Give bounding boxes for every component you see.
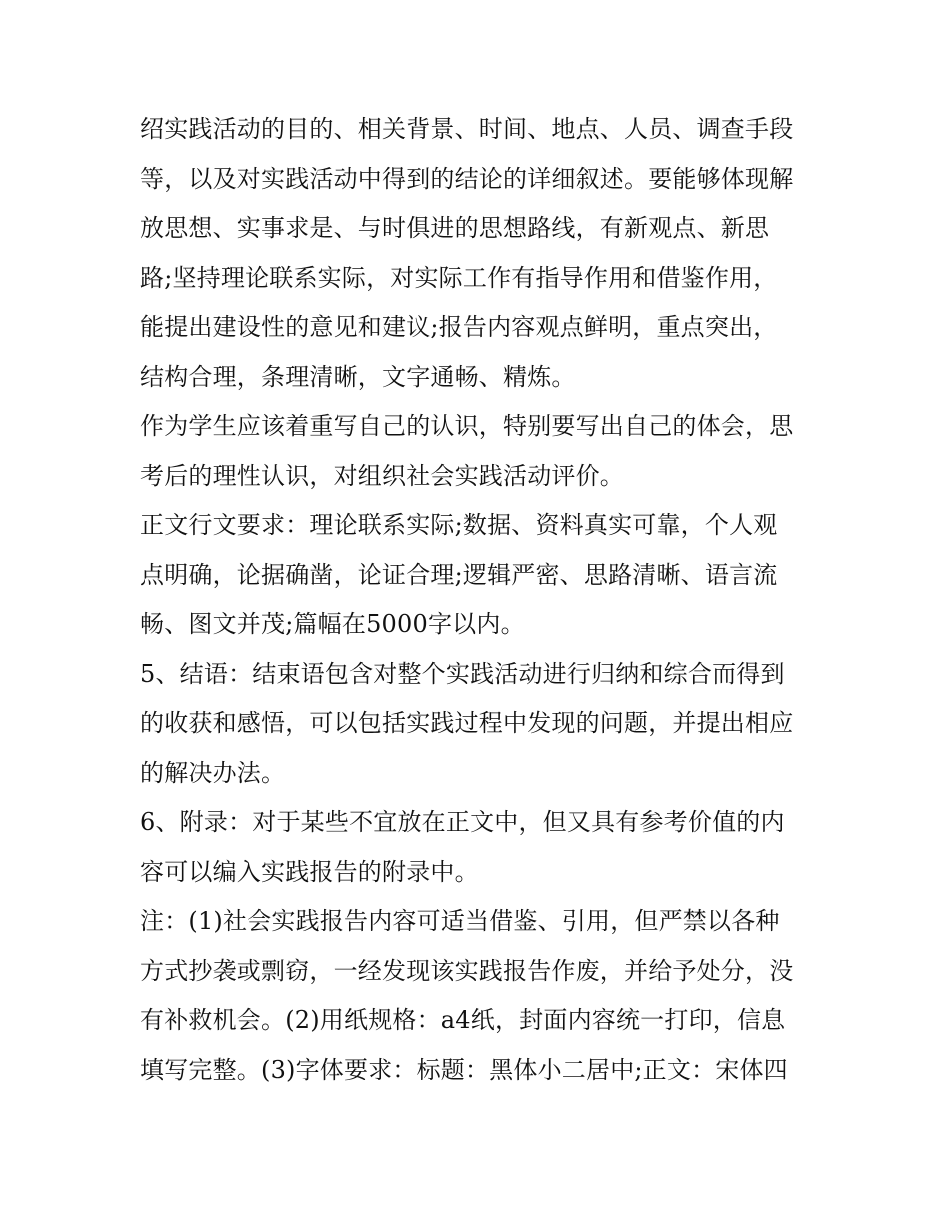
text-line: 点明确，论据确凿，论证合理;逻辑严密、思路清晰、语言流	[140, 560, 778, 589]
text-line: 5、结语：结束语包含对整个实践活动进行归纳和综合而得到	[140, 659, 785, 688]
text-line: 等，以及对实践活动中得到的结论的详细叙述。要能够体现解	[140, 164, 794, 193]
text-line: 6、附录：对于某些不宜放在正文中，但又具有参考价值的内	[140, 808, 785, 836]
text-line: 的收获和感悟，可以包括实践过程中发现的问题，并提出相应	[140, 709, 794, 737]
text-line: 结构合理，条理清晰，文字通畅、精炼。	[140, 362, 576, 391]
text-line: 路;坚持理论联系实际，对实际工作有指导作用和借鉴作用，	[140, 263, 778, 292]
text-line: 有补救机会。(2)用纸规格：a4纸，封面内容统一打印，信息	[140, 1006, 786, 1034]
text-line: 填写完整。(3)字体要求：标题：黑体小二居中;正文：宋体四	[140, 1055, 788, 1084]
text-line: 畅、图文并茂;篇幅在5000字以内。	[140, 610, 525, 638]
text-line: 方式抄袭或剽窃，一经发现该实践报告作废，并给予处分，没	[140, 956, 794, 985]
text-line: 放思想、实事求是、与时俱进的思想路线，有新观点、新思	[140, 214, 770, 242]
body-text	[140, 105, 820, 1095]
text-line: 的解决办法。	[140, 758, 286, 787]
text-line: 注：(1)社会实践报告内容可适当借鉴、引用，但严禁以各种	[140, 907, 780, 935]
text-line: 作为学生应该着重写自己的认识，特别要写出自己的体会，思	[140, 412, 794, 440]
text-line: 容可以编入实践报告的附录中。	[140, 857, 479, 886]
text-line: 正文行文要求：理论联系实际;数据、资料真实可靠，个人观	[140, 511, 778, 539]
text-line: 绍实践活动的目的、相关背景、时间、地点、人员、调查手段	[140, 115, 794, 143]
text-line: 能提出建设性的意见和建议;报告内容观点鲜明，重点突出，	[140, 313, 778, 341]
text-line: 考后的理性认识，对组织社会实践活动评价。	[140, 461, 624, 490]
